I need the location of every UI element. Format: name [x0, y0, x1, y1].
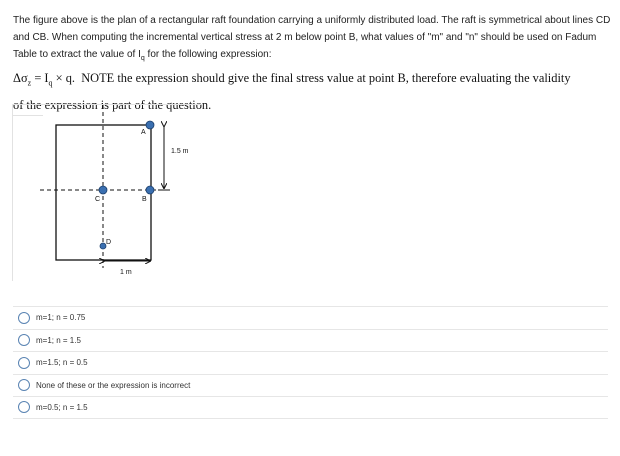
answer-option[interactable] [13, 329, 608, 352]
question-body: The figure above is the plan of a rectangular raft foundation carrying a uniformly distributed load. The raft is symmetrical about lines CD and CB. When computing the incremental vertical stress at 2 m below point B, what values of "m" and "n" should be used on Fadum Table to extract the value of $I_q$ for the following expression: [13, 15, 611, 62]
formula-line: $\Delta\sigma_z = I_q \times q$. NOTE the expression should give the final stress value at point B, therefore evaluating the validity [13, 71, 571, 88]
answer-option[interactable] [13, 306, 608, 329]
formula-note: NOTE the expression should give the final stress value at point B, therefore evaluating the validity [81, 71, 571, 85]
label-c: C [95, 196, 101, 203]
point-a [146, 121, 154, 129]
formula-note-line2: of the expression is part of the question. [13, 98, 212, 113]
answer-option-label: None of these or the expression is incorrect [36, 380, 191, 390]
label-d: D [106, 239, 112, 246]
radio-button[interactable] [18, 312, 30, 324]
answer-options [13, 306, 608, 419]
answer-option[interactable] [13, 374, 608, 397]
answer-option-label: m=1.5; n = 0.5 [36, 358, 88, 368]
radio-button[interactable] [18, 357, 30, 369]
answer-option-label: m=1; n = 0.75 [36, 313, 86, 323]
answer-option-label: m=1; n = 1.5 [36, 335, 81, 345]
radio-button[interactable] [18, 401, 30, 413]
label-dim-vertical: 1.5 m [171, 148, 189, 155]
radio-button[interactable] [18, 379, 30, 391]
answer-option[interactable] [13, 396, 608, 419]
answer-option[interactable] [13, 351, 608, 374]
label-dim-horizontal: 1 m [120, 269, 132, 276]
radio-button[interactable] [18, 334, 30, 346]
label-b: B [142, 196, 147, 203]
point-b [146, 186, 154, 194]
answer-option-label: m=0.5; n = 1.5 [36, 402, 88, 412]
point-c [99, 186, 107, 194]
label-a: A [141, 129, 146, 136]
